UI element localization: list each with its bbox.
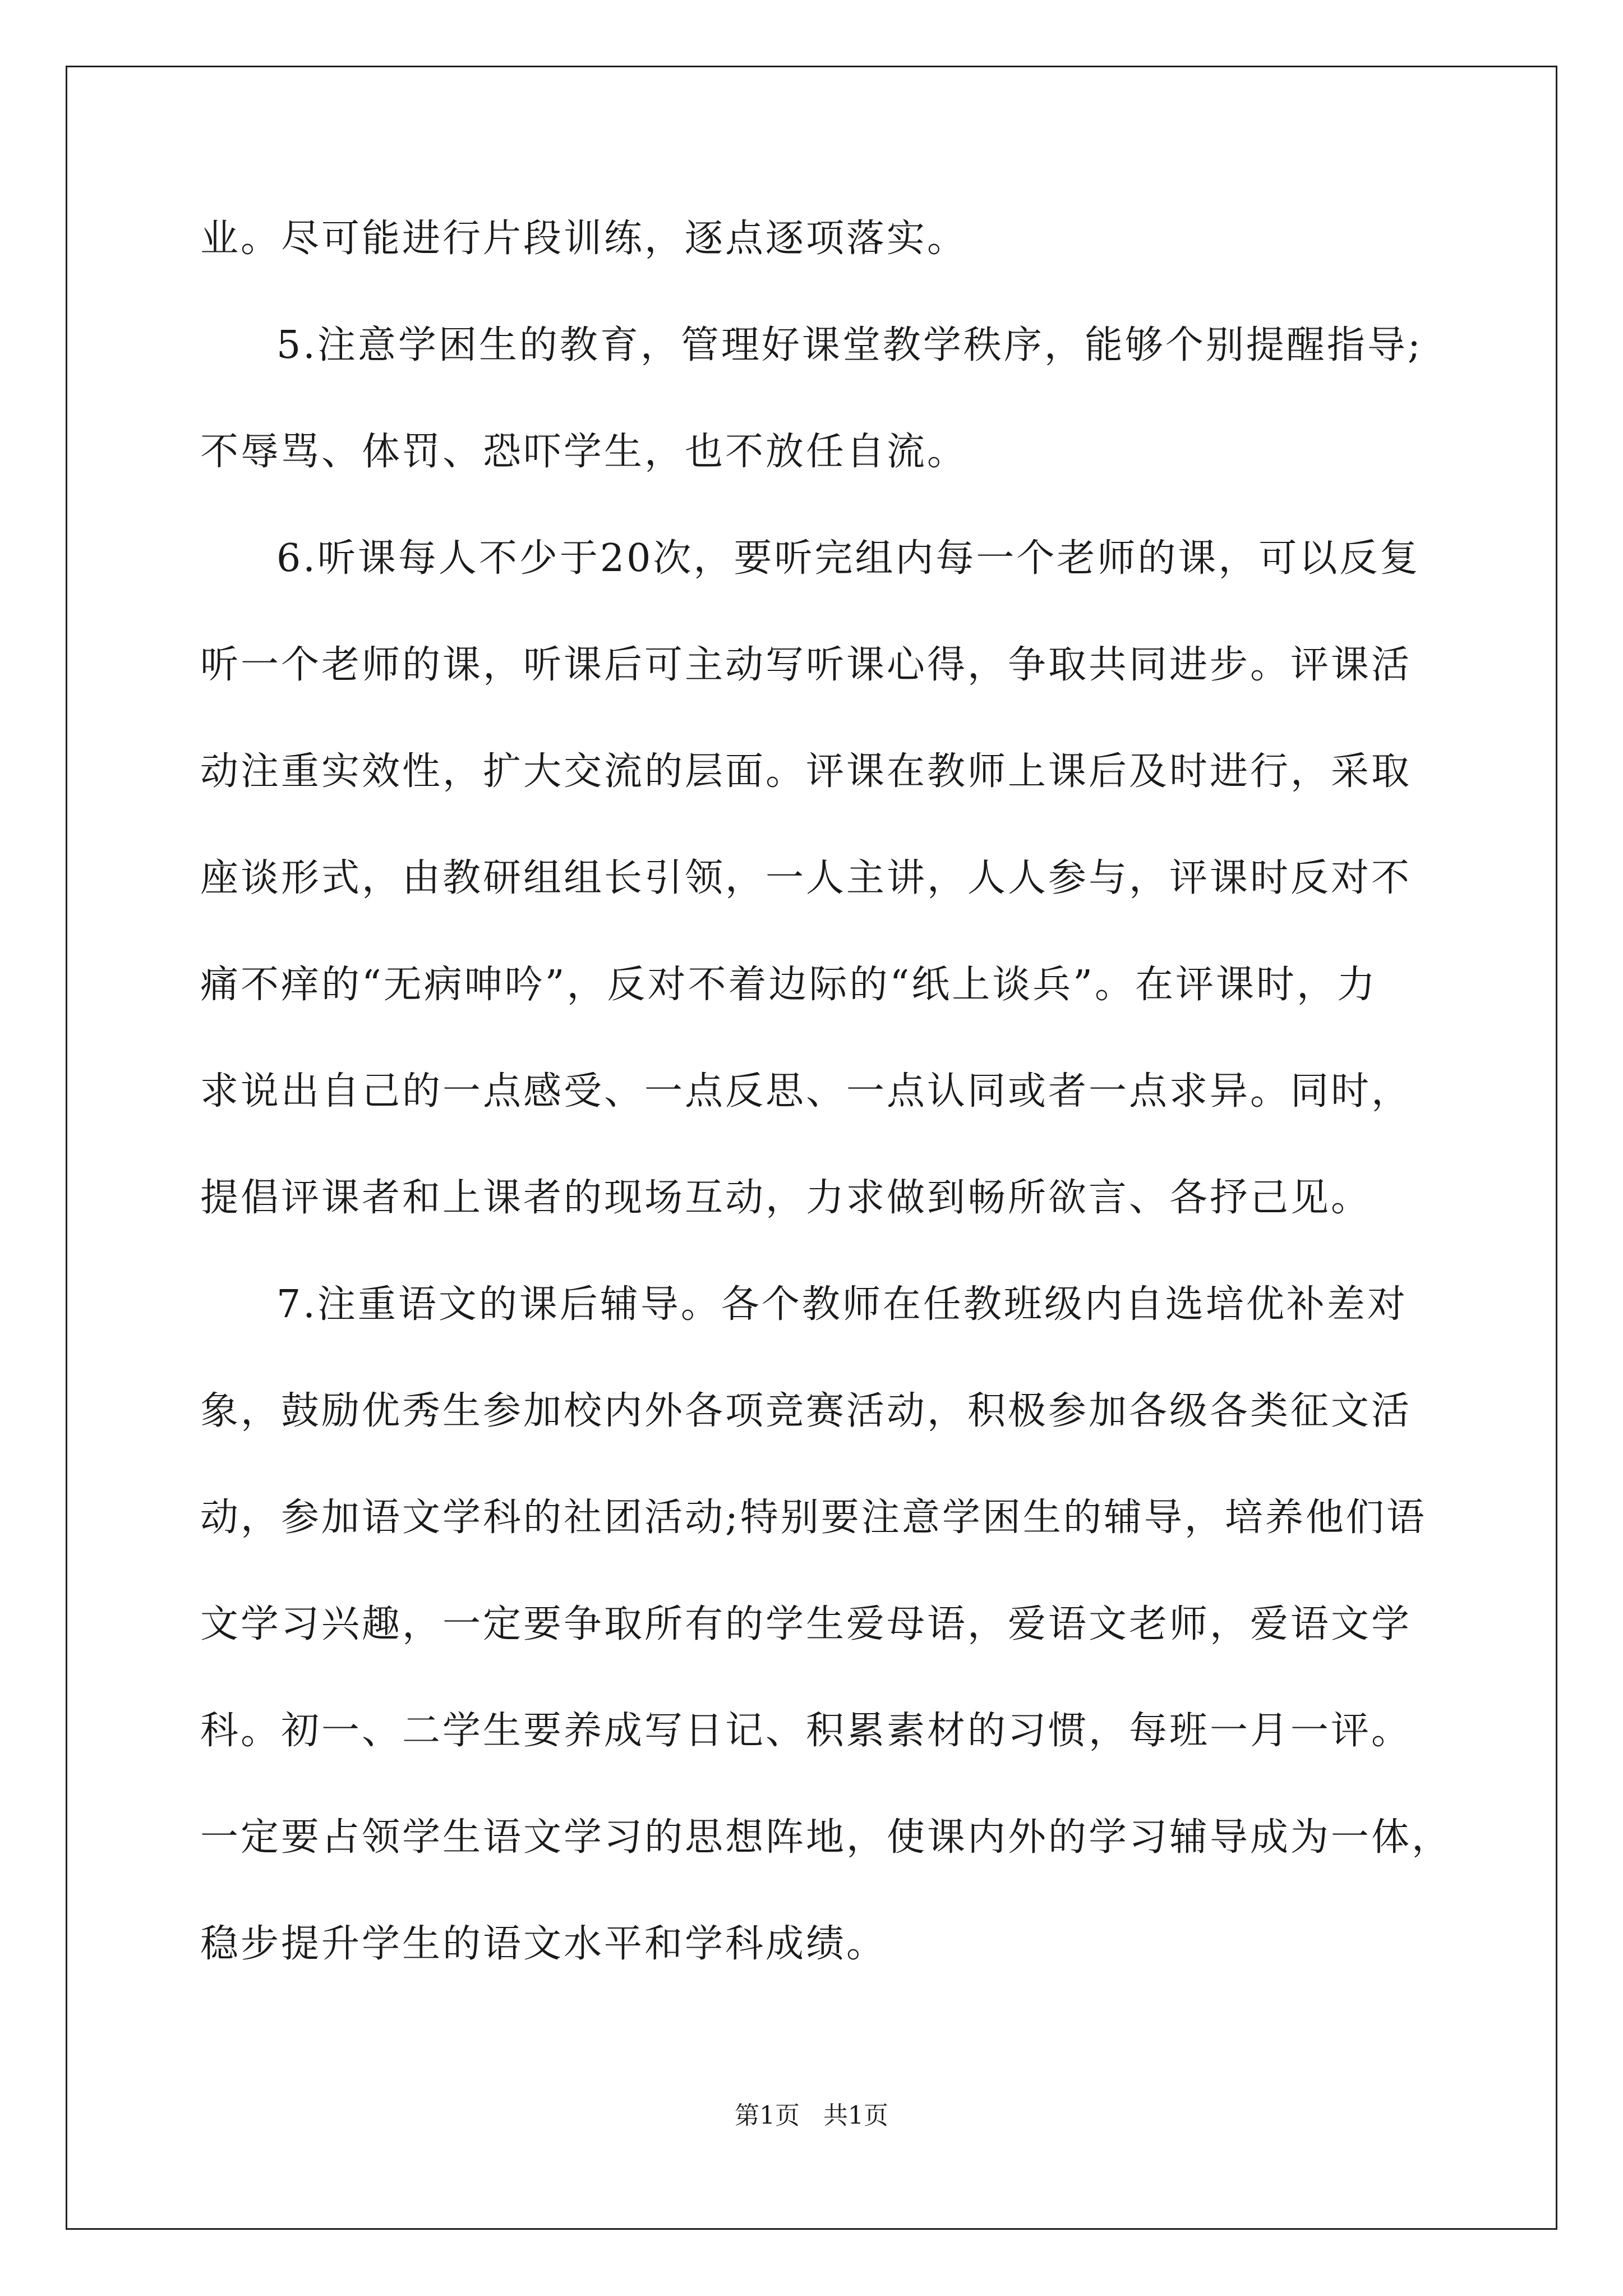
text-line: 业。尽可能进行片段训练，逐点逐项落实。	[200, 217, 968, 261]
text-line: 求说出自己的一点感受、一点反思、一点认同或者一点求异。同时，	[200, 1069, 1412, 1114]
paragraph-5-start: 5.注意学困生的教育，管理好课堂教学秩序，能够个别提醒指导;	[276, 323, 1423, 367]
text-line: 稳步提升学生的语文水平和学科成绩。	[200, 1922, 887, 1966]
text-line: 文学习兴趣，一定要争取所有的学生爱母语，爱语文老师，爱语文学	[200, 1602, 1412, 1646]
text-line: 痛不痒的“无病呻吟”，反对不着边际的“纸上谈兵”。在评课时，力	[200, 963, 1378, 1007]
text-line: 科。初一、二学生要养成写日记、积累素材的习惯，每班一月一评。	[200, 1709, 1412, 1753]
text-line: 一定要占领学生语文学习的思想阵地，使课内外的学习辅导成为一体，	[200, 1815, 1453, 1860]
text-line: 不辱骂、体罚、恐吓学生，也不放任自流。	[200, 430, 968, 474]
page-number-footer: 第1页 共1页	[735, 2101, 888, 2130]
text-line: 动，参加语文学科的社团活动;特别要注意学困生的辅导，培养他们语	[200, 1496, 1427, 1540]
paragraph-6-start: 6.听课每人不少于20次，要听完组内每一个老师的课，可以反复	[276, 536, 1421, 581]
text-line: 象，鼓励优秀生参加校内外各项竞赛活动，积极参加各级各类征文活	[200, 1389, 1412, 1433]
page-border	[66, 66, 1557, 2230]
text-line: 动注重实效性，扩大交流的层面。评课在教师上课后及时进行，采取	[200, 749, 1412, 794]
text-line: 座谈形式，由教研组组长引领，一人主讲，人人参与，评课时反对不	[200, 856, 1412, 900]
text-line: 提倡评课者和上课者的现场互动，力求做到畅所欲言、各抒己见。	[200, 1176, 1372, 1220]
text-line: 听一个老师的课，听课后可主动写听课心得，争取共同进步。评课活	[200, 643, 1412, 687]
paragraph-7-start: 7.注重语文的课后辅导。各个教师在任教班级内自选培优补差对	[276, 1282, 1408, 1327]
